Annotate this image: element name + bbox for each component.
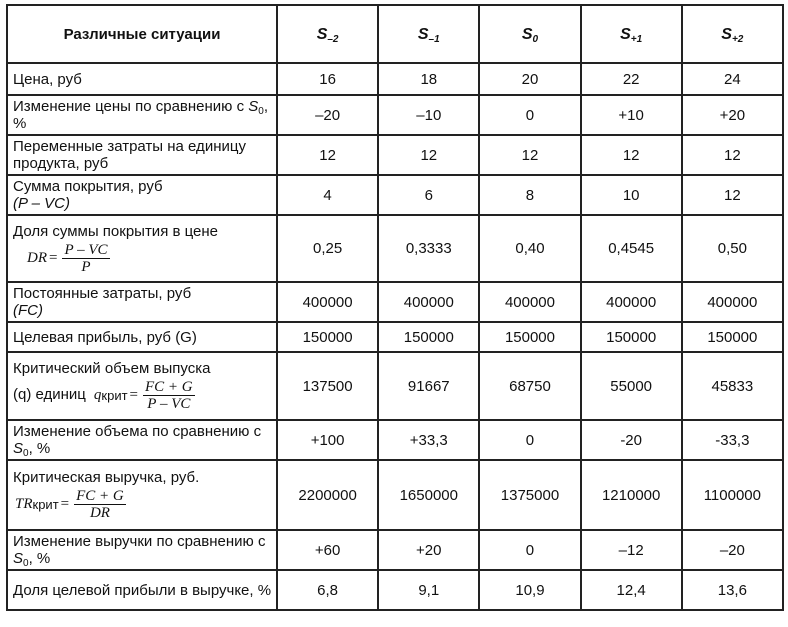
- cell-value: 400000: [581, 282, 682, 322]
- cell-value: 137500: [277, 352, 378, 420]
- row-revenue-change: [7, 530, 783, 570]
- row-coverage-sum: [7, 175, 783, 215]
- cell-value: 1210000: [581, 460, 682, 530]
- cell-value: –20: [682, 530, 783, 570]
- cell-value: 150000: [479, 322, 580, 352]
- cell-value: 9,1: [378, 570, 479, 610]
- row-label: Переменные затраты на единицу продукта, руб: [7, 135, 277, 175]
- cell-value: 18: [378, 63, 479, 95]
- row-label: Сумма покрытия, руб (P – VC): [7, 175, 277, 215]
- cell-value: 12: [682, 175, 783, 215]
- cell-value: 13,6: [682, 570, 783, 610]
- cell-value: 10: [581, 175, 682, 215]
- row-label: Доля целевой прибыли в выручке, %: [7, 570, 277, 610]
- row-variable-costs: [7, 135, 783, 175]
- cell-value: 0,4545: [581, 215, 682, 282]
- header-s-minus-1: $S_{-1}$: [378, 5, 479, 63]
- formula-tr-crit: TR крит = $\frac{FC + G}{DR}$: [15, 488, 124, 521]
- header-s-0: $S_0$: [479, 5, 580, 63]
- row-target-profit-share: [7, 570, 783, 610]
- cell-value: 400000: [277, 282, 378, 322]
- cell-value: 0: [479, 420, 580, 460]
- cell-value: –12: [581, 530, 682, 570]
- cell-value: +20: [378, 530, 479, 570]
- cell-value: 12: [277, 135, 378, 175]
- header-s-plus-2: $S_{+2}$: [682, 5, 783, 63]
- row-label: Критический объем выпуска (q) единиц q крит = $\frac{FC + G}{P - VC}$: [7, 352, 277, 420]
- header-s-plus-1: $S_{+1}$: [581, 5, 682, 63]
- cell-value: 68750: [479, 352, 580, 420]
- situations-table: [6, 4, 784, 611]
- cell-value: 0,50: [682, 215, 783, 282]
- row-price-change: [7, 95, 783, 135]
- formula-q-crit: q крит = $\frac{FC + G}{P - VC}$: [93, 379, 193, 412]
- cell-value: 12: [581, 135, 682, 175]
- header-situations: Различные ситуации: [7, 5, 277, 63]
- row-label: Доля суммы покрытия в цене DR = $\frac{P - VC}{P}$: [7, 215, 277, 282]
- cell-value: 45833: [682, 352, 783, 420]
- cell-value: 6: [378, 175, 479, 215]
- row-target-profit: [7, 322, 783, 352]
- cell-value: 150000: [378, 322, 479, 352]
- cell-value: 150000: [581, 322, 682, 352]
- cell-value: +60: [277, 530, 378, 570]
- cell-value: 0,40: [479, 215, 580, 282]
- row-label: Критическая выручка, руб. TR крит = $\frac{FC + G}{DR}$: [7, 460, 277, 530]
- cell-value: –20: [277, 95, 378, 135]
- cell-value: 1650000: [378, 460, 479, 530]
- row-volume-change: [7, 420, 783, 460]
- cell-value: +10: [581, 95, 682, 135]
- cell-value: 22: [581, 63, 682, 95]
- cell-value: 400000: [682, 282, 783, 322]
- cell-value: 400000: [479, 282, 580, 322]
- row-coverage-share: [7, 215, 783, 282]
- cell-value: -33,3: [682, 420, 783, 460]
- row-fixed-costs: [7, 282, 783, 322]
- cell-value: 24: [682, 63, 783, 95]
- cell-value: 0: [479, 530, 580, 570]
- cell-value: 150000: [682, 322, 783, 352]
- cell-value: 0: [479, 95, 580, 135]
- cell-value: 55000: [581, 352, 682, 420]
- cell-value: 91667: [378, 352, 479, 420]
- cell-value: -20: [581, 420, 682, 460]
- header-row: [7, 5, 783, 63]
- cell-value: 6,8: [277, 570, 378, 610]
- cell-value: 8: [479, 175, 580, 215]
- table-container: [6, 4, 784, 611]
- cell-value: 1100000: [682, 460, 783, 530]
- cell-value: 150000: [277, 322, 378, 352]
- cell-value: 12: [378, 135, 479, 175]
- row-price: [7, 63, 783, 95]
- cell-value: 0,25: [277, 215, 378, 282]
- cell-value: +20: [682, 95, 783, 135]
- cell-value: 0,3333: [378, 215, 479, 282]
- cell-value: 4: [277, 175, 378, 215]
- cell-value: –10: [378, 95, 479, 135]
- cell-value: 12: [682, 135, 783, 175]
- row-critical-volume: [7, 352, 783, 420]
- row-label: Изменение объема по сравнению с $S_0$, %: [7, 420, 277, 460]
- row-label: Постоянные затраты, руб (FC): [7, 282, 277, 322]
- header-s-minus-2: $S_{-2}$: [277, 5, 378, 63]
- cell-value: 12,4: [581, 570, 682, 610]
- cell-value: 20: [479, 63, 580, 95]
- cell-value: 16: [277, 63, 378, 95]
- formula-dr: DR = $\frac{P - VC}{P}$: [27, 241, 108, 275]
- cell-value: 2200000: [277, 460, 378, 530]
- row-label: Цена, руб: [7, 63, 277, 95]
- row-critical-revenue: [7, 460, 783, 530]
- cell-value: 12: [479, 135, 580, 175]
- cell-value: 400000: [378, 282, 479, 322]
- row-label: Изменение выручки по сравнению с $S_0$, %: [7, 530, 277, 570]
- cell-value: 10,9: [479, 570, 580, 610]
- cell-value: +100: [277, 420, 378, 460]
- row-label: Целевая прибыль, руб (G): [7, 322, 277, 352]
- row-label: Изменение цены по сравнению с $S_0$, %: [7, 95, 277, 135]
- cell-value: +33,3: [378, 420, 479, 460]
- cell-value: 1375000: [479, 460, 580, 530]
